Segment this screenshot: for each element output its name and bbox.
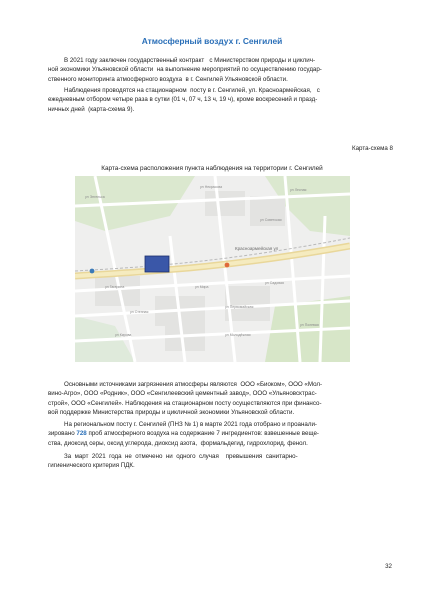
observation-post-marker (145, 256, 169, 272)
street-label: ул Первомайская (225, 305, 254, 309)
street-label: ул Кирова (115, 333, 132, 337)
location-map (75, 176, 350, 362)
page-title: Атмосферный воздух г. Сенгилей (141, 36, 283, 46)
poi-marker (90, 269, 95, 274)
page-number: 32 (385, 563, 392, 570)
street-label: ул Степная (130, 310, 149, 314)
street-label: ул Полевая (300, 323, 319, 327)
street-label: ул Садовая (265, 281, 284, 285)
street-label: ул Лесная (290, 188, 307, 192)
intro-paragraph-1: В 2021 году заключен государственный контракт с Министерством природы и циклич- ной экономики Ульяновской области на выполнение мероприятий по осуществлению государ- ственного мониторинга атмосферного воздуха в г. Сенгилей Ульяновской области. (48, 57, 322, 83)
sources-paragraph: Основными источниками загрязнения атмосферы являются ООО «Биоком», ООО «Мол- вино-Агро», ООО «Родник», ООО «Сенгилеевский цементный завод», ООО «Ульяновсктрас- строй», ООО «Сенгилей». Наблюдения на стационарном посту осуществляются при финансо- вой поддержке Министерства природы и цикличной экономики Ульяновской области. (48, 381, 323, 417)
map-graphic (75, 176, 350, 362)
intro-paragraph-2: Наблюдения проводятся на стационарном посту в г. Сенгилей, ул. Красноармейская, с ежедневным отбором четыре раза в сутки (01 ч, 07 ч, 13 ч, 19 ч), кроме воскресений и празд- ничных дней (карта-схема 9). (48, 87, 320, 113)
poi-marker (225, 263, 230, 268)
conclusion-paragraph: За март 2021 года не отмечено ни одного случая превышения санитарно- гигиенического критерия ПДК. (48, 453, 298, 470)
street-label: ул Молодёжная (225, 333, 251, 337)
street-label-main: Красноармейская ул (235, 246, 279, 251)
street-label: ул Гагарина (105, 285, 125, 289)
sample-count: 728 (76, 430, 87, 438)
map-reference: Карта-схема 8 (351, 145, 393, 152)
samples-paragraph: На региональном посту г. Сенгилей (ПНЗ № 1) в марте 2021 года отобрано и проанали- зировано 728 проб атмосферного воздуха на содержание 7 ингредиентов: взвешенные веще- ства, диоксид серы, оксид углерода, диоксид азота, формальдегид, гидрохлорид, фенол. (48, 421, 319, 447)
map-caption: Карта-схема расположения пункта наблюдения на территории г. Сенгилей (101, 165, 323, 172)
street-label: ул Советская (260, 218, 282, 222)
street-label: ул Энгельса (85, 195, 105, 199)
street-label: ул Мира (195, 285, 209, 289)
street-label: ул Некрасова (200, 185, 223, 189)
